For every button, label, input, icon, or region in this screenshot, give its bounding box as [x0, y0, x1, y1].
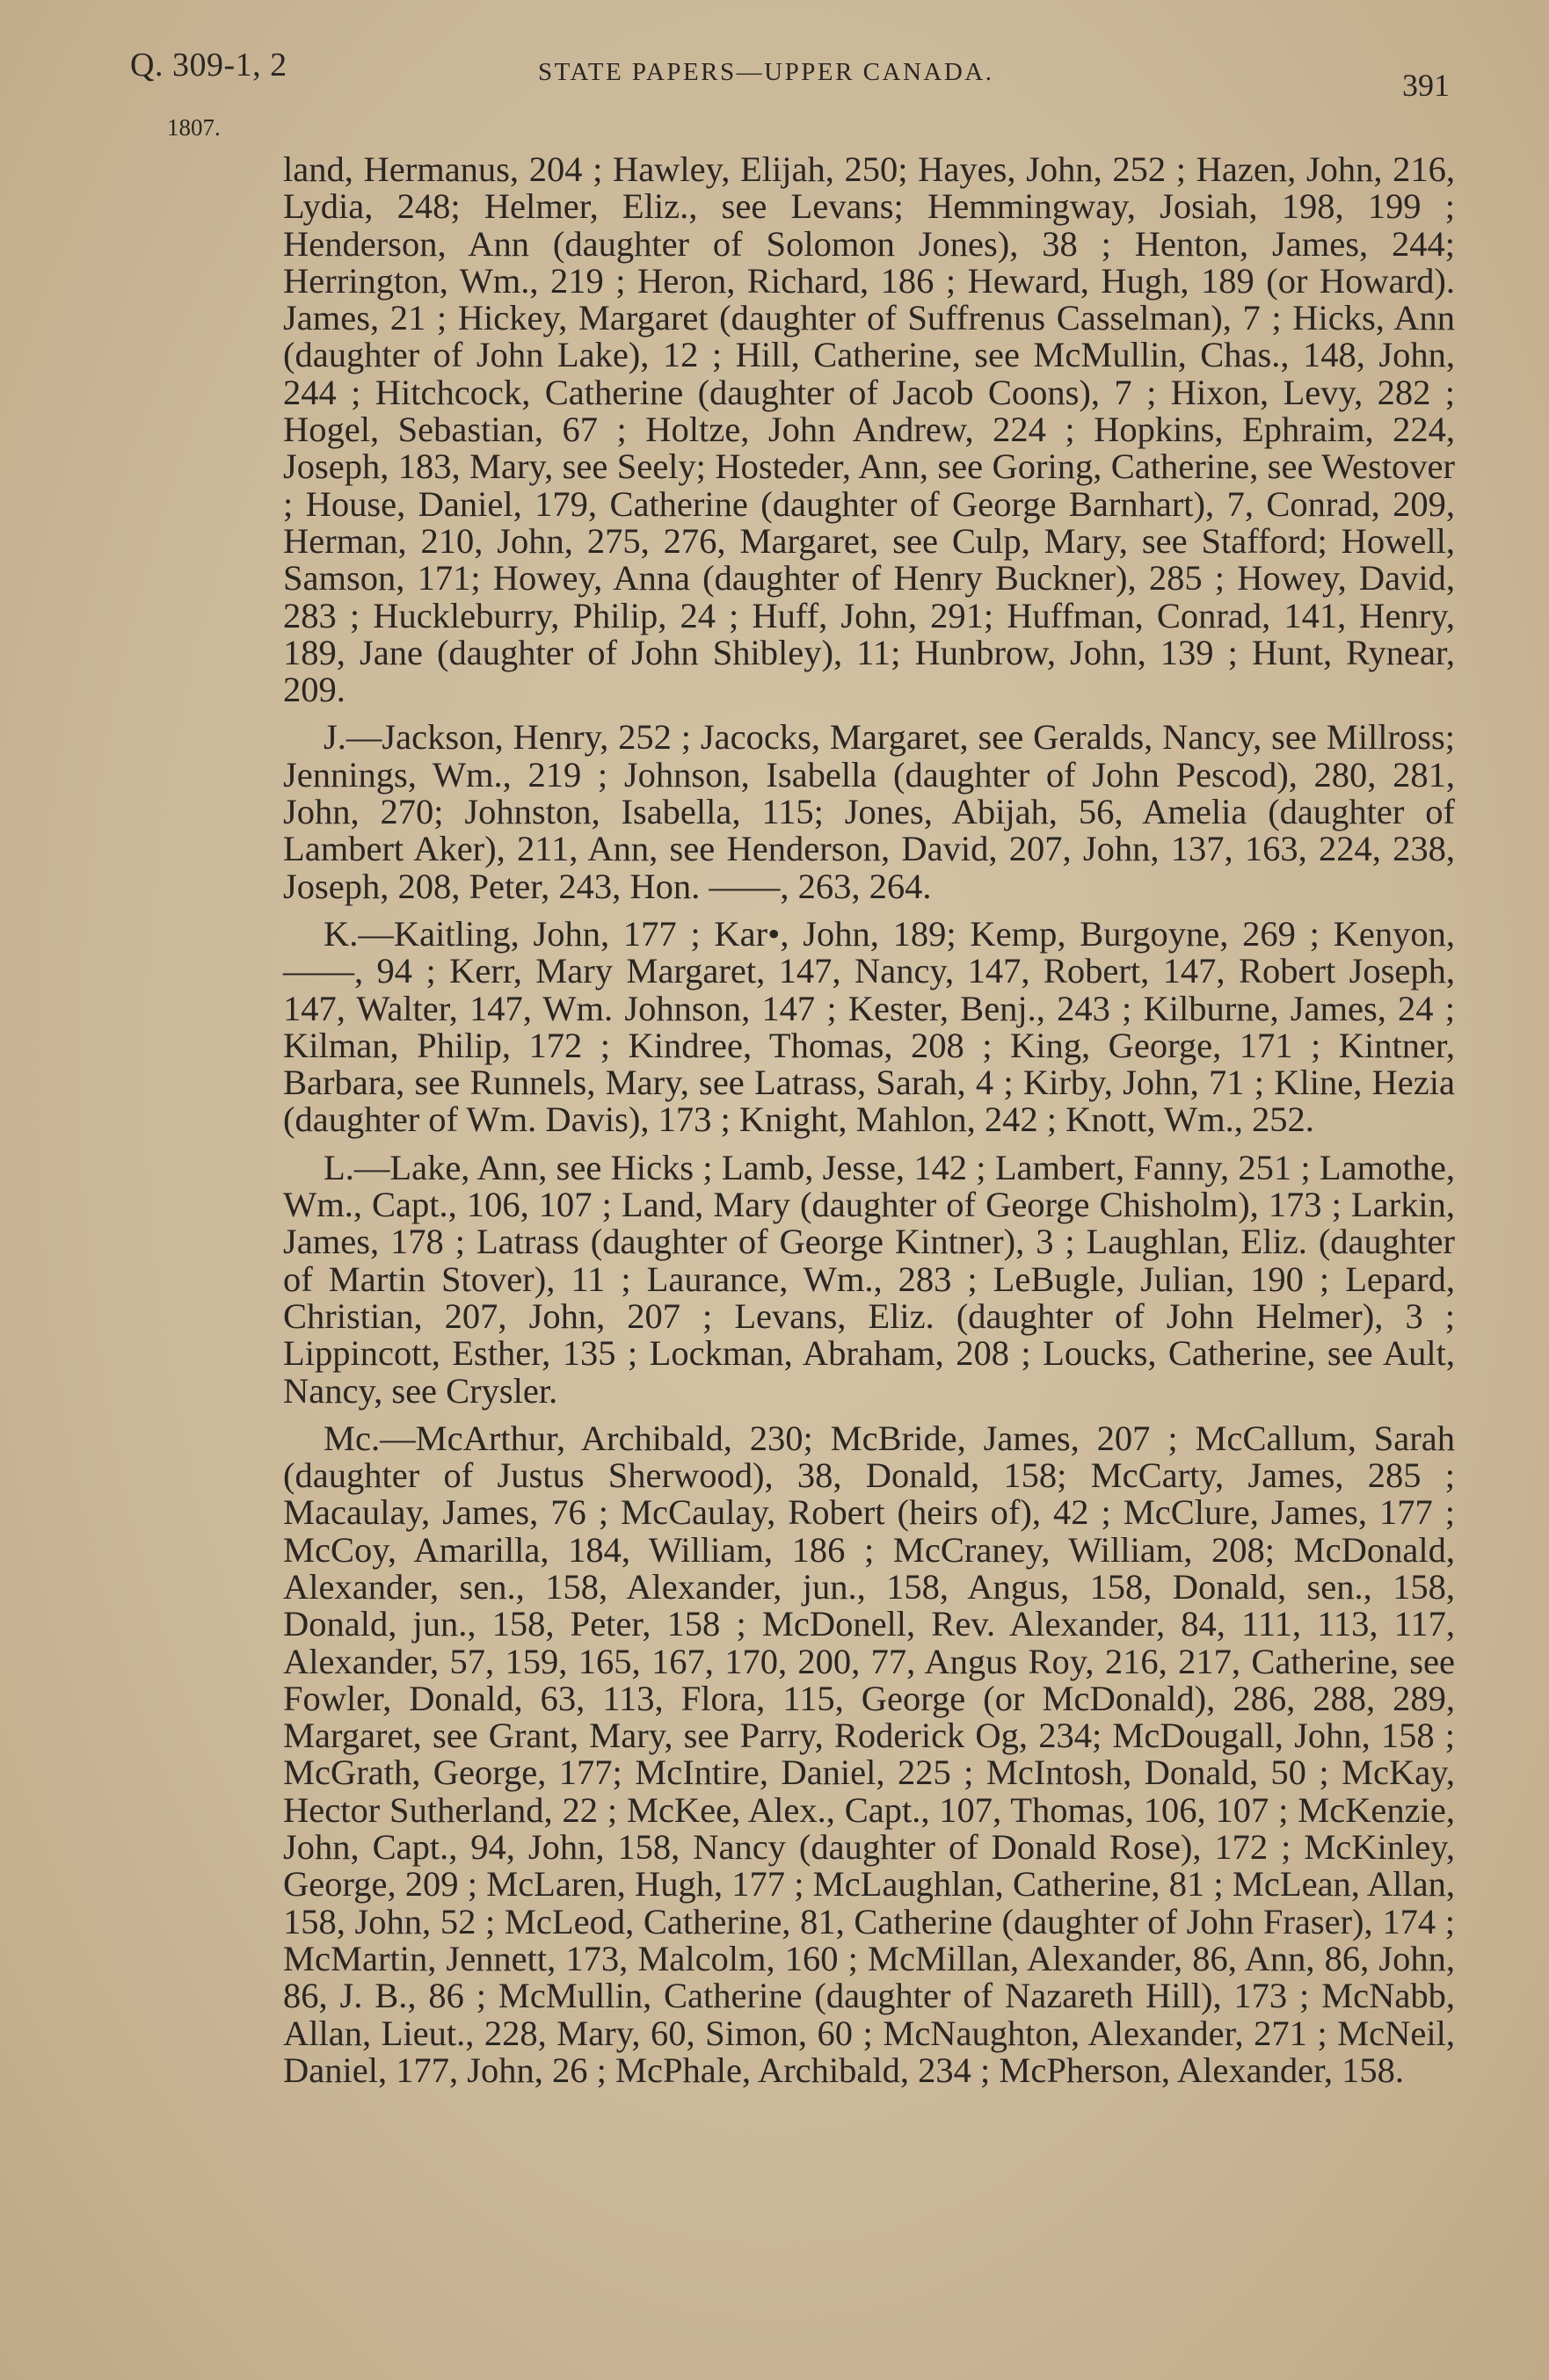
index-body: [283, 151, 1455, 2100]
index-paragraph-l: L.—Lake, Ann, see Hicks ; Lamb, Jesse, 142 ; Lambert, Fanny, 251 ; Lamothe, Wm., Capt., 106, 107 ; Land, Mary (daughter of George Chisholm), 173 ; Larkin, James, 178 ; Latrass (daughter of George Kintner), 3 ; Laughlan, Eliz. (daughter of Martin Stover), 11 ; Laurance, Wm., 283 ; LeBugle, Julian, 190 ; Lepard, Christian, 207, John, 207 ; Levans, Eliz. (daughter of John Helmer), 3 ; Lippincott, Esther, 135 ; Lockman, Abraham, 208 ; Loucks, Catherine, see Ault, Nancy, see Crysler.: [283, 1147, 1455, 1411]
archive-reference: Q. 309-1, 2: [130, 47, 287, 83]
index-paragraph-mc: Mc.—McArthur, Archibald, 230; McBride, James, 207 ; McCallum, Sarah (daughter of Justus Sherwood), 38, Donald, 158; McCarty, James, 285 ; Macaulay, James, 76 ; McCaulay, Robert (heirs of), 42 ; McClure, James, 177 ; McCoy, Amarilla, 184, William, 186 ; McCraney, William, 208; McDonald, Alexander, sen., 158, Alexander, jun., 158, Angus, 158, Donald, sen., 158, Donald, jun., 158, Peter, 158 ; McDonell, Rev. Alexander, 84, 111, 113, 117, Alexander, 57, 159, 165, 167, 170, 200, 77, Angus Roy, 216, 217, Catherine, see Fowler, Donald, 63, 113, Flora, 115, George (or McDonald), 286, 288, 289, Margaret, see Grant, Mary, see Parry, Roderick Og, 234; McDougall, John, 158 ; McGrath, George, 177; McIntire, Daniel, 225 ; McIntosh, Donald, 50 ; McKay, Hector Sutherland, 22 ; McKee, Alex., Capt., 107, Thomas, 106, 107 ; McKenzie, John, Capt., 94, John, 158, Nancy (daughter of Donald Rose), 172 ; McKinley, George, 209 ; McLaren, Hugh, 177 ; McLaughlan, Catherine, 81 ; McLean, Allan, 158, John, 52 ; McLeod, Catherine, 81, Catherine (daughter of John Fraser), 174 ; McMartin, Jennett, 173, Malcolm, 160 ; McMillan, Alexander, 86, Ann, 86, John, 86, J. B., 86 ; McMullin, Catherine (daughter of Nazareth Hill), 173 ; McNabb, Allan, Lieut., 228, Mary, 60, Simon, 60 ; McNaughton, Alexander, 271 ; McNeil, Daniel, 177, John, 26 ; McPhale, Archibald, 234 ; McPherson, Alexander, 158.: [283, 1418, 1455, 2090]
running-title: STATE PAPERS—UPPER CANADA.: [538, 58, 994, 86]
page-number: 391: [1402, 68, 1450, 103]
index-paragraph-k: K.—Kaitling, John, 177 ; Kar•, John, 189; Kemp, Burgoyne, 269 ; Kenyon, ——, 94 ; Kerr, Mary Margaret, 147, Nancy, 147, Robert, 147, Robert Joseph, 147, Walter, 147, Wm. Johnson, 147 ; Kester, Benj., 243 ; Kilburne, James, 24 ; Kilman, Philip, 172 ; Kindree, Thomas, 208 ; King, George, 171 ; Kintner, Barbara, see Runnels, Mary, see Latrass, Sarah, 4 ; Kirby, John, 71 ; Kline, Hezia (daughter of Wm. Davis), 173 ; Knight, Mahlon, 242 ; Knott, Wm., 252.: [283, 913, 1455, 1140]
index-paragraph-j: J.—Jackson, Henry, 252 ; Jacocks, Margaret, see Geralds, Nancy, see Millross; Jennings, Wm., 219 ; Johnson, Isabella (daughter of John Pescod), 280, 281, John, 270; Johnston, Isabella, 115; Jones, Abijah, 56, Amelia (daughter of Lambert Aker), 211, Ann, see Henderson, David, 207, John, 137, 163, 224, 238, Joseph, 208, Peter, 243, Hon. ——, 263, 264.: [283, 717, 1455, 906]
index-paragraph-h: land, Hermanus, 204 ; Hawley, Elijah, 250; Hayes, John, 252 ; Hazen, John, 216, Lydia, 248; Helmer, Eliz., see Levans; Hemmingway, Josiah, 198, 199 ; Henderson, Ann (daughter of Solomon Jones), 38 ; Henton, James, 244; Herrington, Wm., 219 ; Heron, Richard, 186 ; Heward, Hugh, 189 (or Howard). James, 21 ; Hickey, Margaret (daughter of Suffrenus Casselman), 7 ; Hicks, Ann (daughter of John Lake), 12 ; Hill, Catherine, see McMullin, Chas., 148, John, 244 ; Hitchcock, Catherine (daughter of Jacob Coons), 7 ; Hixon, Levy, 282 ; Hogel, Sebastian, 67 ; Holtze, John Andrew, 224 ; Hopkins, Ephraim, 224, Joseph, 183, Mary, see Seely; Hosteder, Ann, see Goring, Catherine, see Westover ; House, Daniel, 179, Catherine (daughter of George Barnhart), 7, Conrad, 209, Herman, 210, John, 275, 276, Margaret, see Culp, Mary, see Stafford; Howell, Samson, 171; Howey, Anna (daughter of Henry Buckner), 285 ; Howey, David, 283 ; Huckleburry, Philip, 24 ; Huff, John, 291; Huffman, Conrad, 141, Henry, 189, Jane (daughter of John Shibley), 11; Hunbrow, John, 139 ; Hunt, Rynear, 209.: [283, 149, 1455, 710]
margin-year: 1807.: [167, 114, 221, 141]
